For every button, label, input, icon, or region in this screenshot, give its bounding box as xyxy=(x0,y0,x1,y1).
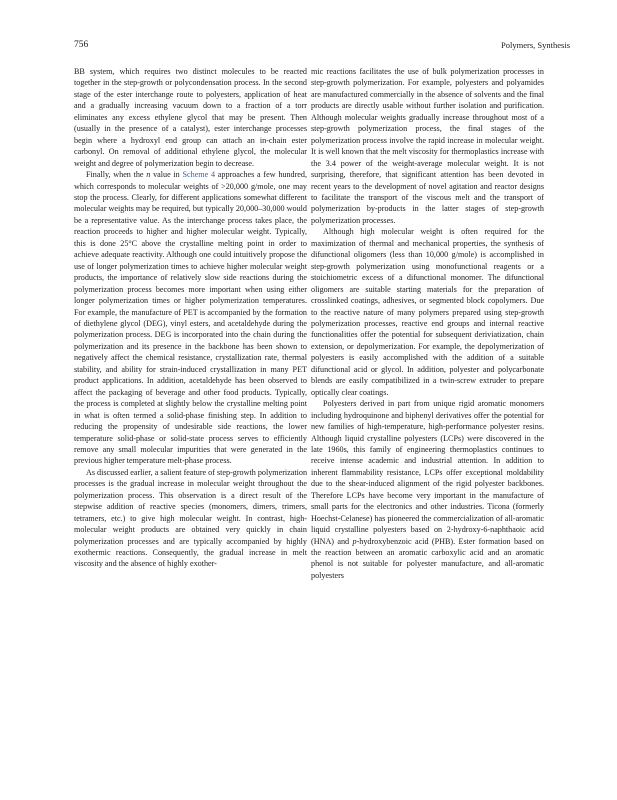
right-column xyxy=(311,66,544,581)
variable-n: n xyxy=(146,170,151,180)
text-run: Finally, when the xyxy=(86,170,147,180)
text-run: Polyesters derived in part from unique rigid aromatic monomers including hydroquinone and biphenyl derivatives offer the potential for new families of high-temperature, high-performance polyester resins. Although liquid crystalline polyesters (LCPs) were discovered in the late 1960s, this family of engineering thermoplastics continues to receive intense academic and industrial attention. In addition to inherent flammability resistance, LCPs offer exceptional moldability due to the shear-induced alignment of the rigid polyester backbones. Therefore LCPs have become very important in the manufacture of small parts for the electronics and other industries. Ticona (formerly Hoechst-Celanese) has pioneered the commercialization of all-aromatic liquid crystalline polyesters based on 2-hydroxy-6-naphthaoic acid (HNA) and xyxy=(311,399,544,546)
text-run: value in xyxy=(150,170,183,180)
text-run: -hydroxybenzoic acid (PHB). Ester formation based on the reaction between an aromatic carboxylic acid and an aromatic phenol is not suitable for polyester manufacture, and all-aromatic polyesters xyxy=(311,536,544,580)
page-header xyxy=(74,40,570,54)
paragraph: Although high molecular weight is often required for the maximization of thermal and mechanical properties, the synthesis of difunctional oligomers (less than 10,000 g/mole) is accomplished in step-growth polymerization using monofunctional reagents or a stoichiometric excess of a difunctional monomer. The difunctional oligomers are suitable starting materials for the preparation of crosslinked coatings, adhesives, or segmented block copolymers. Due to the reactive nature of many polymers prepared using step-growth polymerization processes, reactive end groups and internal reactive functionalities offer the potential for subsequent deriviatization, chain extension, or depolymerization. For example, the depolymerization of polyesters is easily accomplished with the addition of a suitable difunctional acid or glycol. In addition, polyester and polycarbonate blends are easily compatibilized in a twin-screw extruder to prepare optically clear coatings. xyxy=(311,227,544,397)
running-title: Polymers, Synthesis xyxy=(501,40,570,50)
paragraph xyxy=(74,169,307,467)
scheme-4-link[interactable]: Scheme 4 xyxy=(182,170,216,180)
paragraph xyxy=(311,398,544,581)
paragraph: As discussed earlier, a salient feature of step-growth polymerization processes is the gradual increase in molecular weight throughout the polymerization process. This observation is a direct result of the stepwise addition of reactive species (monomers, dimers, trimers, tetramers, etc.) to give high molecular weight. In contrast, high-molecular weight products are obtained very quickly in chain polymerization processes and are typically accompanied by highly exothermic reactions. Consequently, the gradual increase in melt viscosity and the absence of highly exother- xyxy=(74,467,308,569)
italic-p: p xyxy=(352,536,357,546)
left-column xyxy=(74,66,307,570)
text-run: approaches a few hundred, which corresponds to molecular weights of >20,000 g/mole, one may stop the process. Clearly, for different applications somewhat different molecular weights may be required, but typically 20,000–30,000 would be a representative value. As the interchange process takes place, the reaction proceeds to higher and higher molecular weight. Typically, this is done 25°C above the crystalline melting point in order to achieve adequate reactivity. Although one could intuitively propose the use of longer polymerization times to achieve higher molecular weight products, the importance of relatively slow side reactions during the polymerization process becomes more important when using either longer polymerization times or higher polymerization temperatures. For example, the manufacture of PET is accompanied by the formation of diethylene glycol (DEG), vinyl esters, and acetaldehyde during the polymerization process. DEG is incorporated into the chain during the polymerization and its presence in the backbone has been shown to negatively affect the chemical resistance, crystallization rate, thermal stability, and ability for strain-induced crystallization in many PET product applications. In addition, acetaldehyde has been observed to affect the packaging of beverage and other food products. Typically, the process is completed at slightly below the crystalline melting point in what is often termed a solid-phase finishing step. In addition to reducing the propensity of undesirable side reactions, the lower temperature solid-phase or solid-state process serves to efficiently remove any small molecular impurities that were generated in the previous higher temperature melt-phase process. xyxy=(74,170,307,466)
paragraph: mic reactions facilitates the use of bulk polymerization processes in step-growth polymerization. For example, polyesters and polyamides are manufactured commercially in the absence of solvents and the final products are directly usable without further isolation and purification. Although molecular weights gradually increase throughout most of a step-growth polymerization process, the final stages of the polymerization process involve the rapid increase in molecular weight. It is well known that the melt viscosity for thermoplastics increase with the 3.4 power of the weight-average molecular weight. It is not surprising, therefore, that significant attention has been devoted in recent years to the development of novel agitation and reactor designs to facilitate the transport of the viscous melt and the transport of polymerization by-products in the latter stages of step-growth polymerization processes. xyxy=(311,67,544,225)
page-number: 756 xyxy=(74,40,89,50)
paragraph: BB system, which requires two distinct molecules to be reacted together in the step-growth or polycondensation process. In the second stage of the ester interchange route to polyesters, application of heat and a gradually increasing vacuum down to a fraction of a torr eliminates any excess ethylene glycol that may be present. Then (usually in the presence of a catalyst), ester interchange processes begin where a hydroxyl end group can attach an in-chain ester carbonyl. On removal of additional ethylene glycol, the molecular weight and degree of polymerization begin to decrease. xyxy=(74,67,307,168)
